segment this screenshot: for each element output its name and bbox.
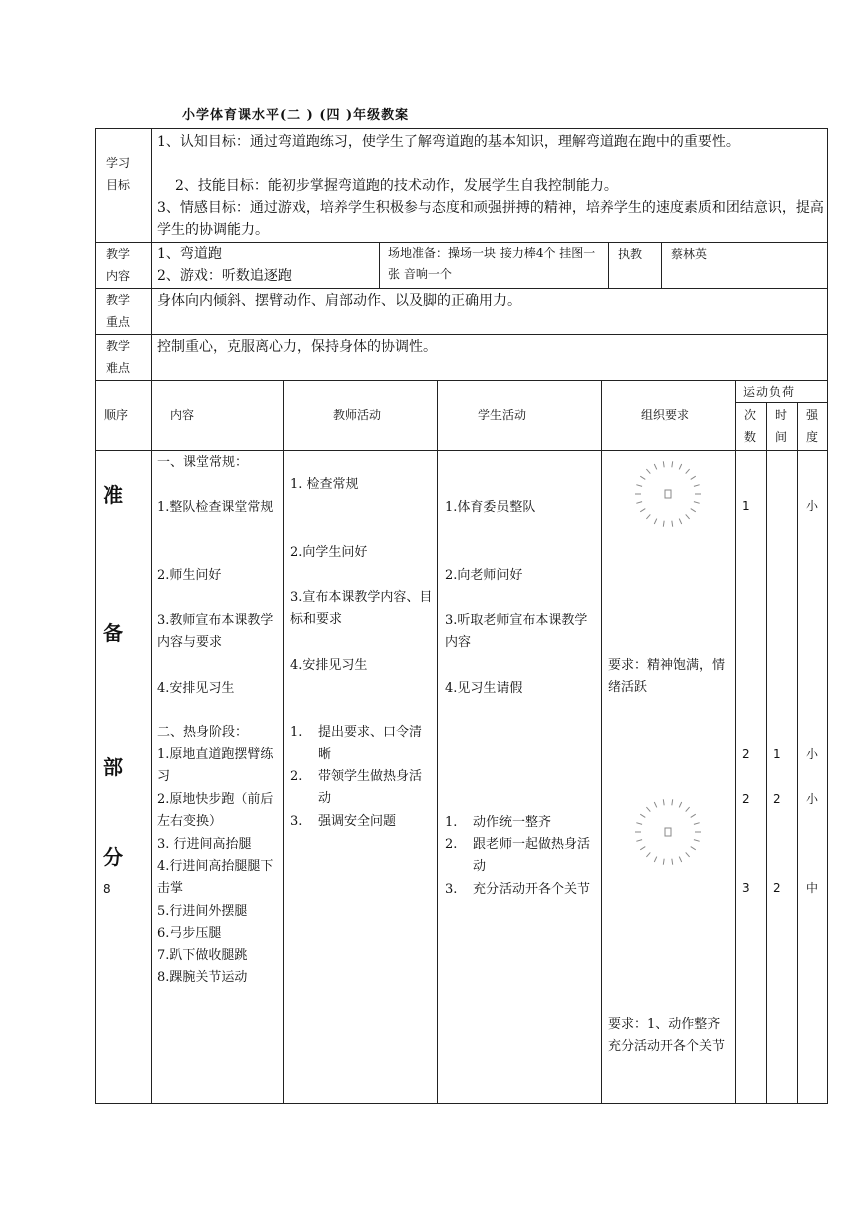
objective-3: 3、情感目标：通过游戏，培养学生积极参与态度和顽强拼搏的精神，培养学生的速度素质和团结意识，提高学生的协调能力。 [157, 200, 824, 238]
header-load: 运动负荷 [743, 385, 796, 399]
header-student: 学生活动 [478, 408, 527, 422]
student-mark [679, 464, 681, 469]
load-2-time: 2 [773, 792, 781, 806]
objective-2: 2、技能目标：能初步掌握弯道跑的技术动作，发展学生自我控制能力。 [175, 178, 618, 194]
student-warmup-1: 动作统一整齐 [473, 815, 552, 830]
student-mark [672, 461, 673, 467]
student-mark [672, 521, 673, 527]
student-mark [636, 840, 642, 842]
venue-prep: 场地准备：操场一块 接力棒4个 挂图一张 音响一个 [388, 246, 596, 281]
student-mark [679, 519, 681, 524]
header-times: 次数 [743, 408, 756, 444]
warmup-item-6: 6.弓步压腿 [157, 926, 222, 941]
section-char-3: 部 [103, 755, 123, 779]
student-mark [691, 814, 696, 817]
header-intensity: 强度 [805, 408, 818, 444]
section-char-4: 分 [103, 845, 123, 869]
student-warmup-3: 充分活动开各个关节 [473, 882, 591, 897]
student-routine-2: 2.向老师问好 [445, 568, 523, 583]
page-title: 小学体育课水平(二 ) (四 )年级教案 [182, 108, 410, 123]
student-routine-3: 3.听取老师宣布本课教学内容 [445, 613, 588, 650]
warmup-item-3: 3. 行进间高抬腿 [157, 837, 252, 852]
student-mark [672, 859, 673, 865]
content-item-2: 2、游戏：听数追逐跑 [157, 268, 292, 284]
formation-diagram-circle [628, 454, 708, 534]
teacher-routine-2: 2.向学生问好 [290, 545, 368, 560]
student-mark [663, 521, 664, 527]
warmup-item-5: 5.行进间外摆腿 [157, 904, 248, 919]
student-mark [640, 509, 645, 512]
objective-1: 1、认知目标：通过弯道跑练习，使学生了解弯道跑的基本知识，理解弯道跑在跑中的重要性。 [157, 134, 740, 150]
student-mark [654, 802, 656, 807]
teacher-warmup-num-2: 2. [290, 769, 303, 784]
student-routine-4: 4.见习生请假 [445, 681, 523, 696]
student-mark [646, 514, 650, 519]
warmup-item-7: 7.趴下做收腿跳 [157, 948, 248, 963]
teacher-routine-1: 1. 检查常规 [290, 477, 359, 492]
teacher-mark [665, 490, 671, 498]
key-points-text: 身体向内倾斜、摆臂动作、肩部动作、以及脚的正确用力。 [157, 293, 521, 309]
student-mark [663, 461, 664, 467]
student-mark [672, 799, 673, 805]
routine-times: 1 [742, 499, 750, 513]
content-item-1: 1、弯道跑 [157, 246, 222, 262]
student-mark [686, 807, 690, 812]
student-mark [686, 852, 690, 857]
student-mark [654, 519, 656, 524]
section-minutes: 8 [103, 882, 111, 896]
teacher-warmup-num-1: 1. [290, 725, 303, 740]
student-mark [636, 485, 642, 487]
student-mark [679, 802, 681, 807]
teacher-warmup-2: 带领学生做热身活动 [318, 769, 423, 806]
objectives-label: 学习目标 [105, 156, 130, 192]
routine-item-4: 4.安排见习生 [157, 681, 235, 696]
difficulties-text: 控制重心，克服离心力，保持身体的协调性。 [157, 339, 437, 355]
student-mark [694, 823, 700, 825]
header-content: 内容 [170, 408, 195, 422]
load-2-intensity: 小 [806, 792, 819, 806]
student-warmup-num-3: 3. [445, 882, 458, 897]
teacher-routine-3: 3.宣布本课教学内容、目标和要求 [290, 590, 433, 627]
header-org: 组织要求 [641, 408, 690, 422]
teacher-name: 蔡林英 [671, 247, 708, 261]
routine-item-3: 3.教师宣布本课教学内容与要求 [157, 613, 274, 650]
student-warmup-num-1: 1. [445, 815, 458, 830]
load-1-times: 2 [742, 747, 750, 761]
org-warmup: 要求：1、动作整齐充分活动开各个关节 [608, 1017, 726, 1054]
student-mark [686, 469, 690, 474]
routine-intensity: 小 [806, 499, 819, 513]
routine-item-1: 1.整队检查课堂常规 [157, 500, 274, 515]
warmup-heading: 二、热身阶段： [157, 725, 249, 740]
student-mark [646, 469, 650, 474]
student-mark [636, 823, 642, 825]
teacher-mark [665, 828, 671, 836]
header-order: 顺序 [104, 408, 129, 422]
student-mark [691, 509, 696, 512]
load-1-time: 1 [773, 747, 781, 761]
student-mark [646, 807, 650, 812]
teacher-warmup-1: 提出要求、口令清晰 [318, 725, 423, 762]
section-char-1: 准 [103, 483, 123, 507]
student-mark [646, 852, 650, 857]
student-mark [663, 859, 664, 865]
load-3-time: 2 [773, 881, 781, 895]
student-mark [640, 814, 645, 817]
student-mark [686, 514, 690, 519]
student-mark [694, 485, 700, 487]
difficulties-label: 教学难点 [105, 339, 130, 375]
load-3-intensity: 中 [806, 881, 819, 895]
student-mark [636, 502, 642, 504]
student-mark [654, 464, 656, 469]
student-mark [691, 476, 696, 479]
student-mark [654, 857, 656, 862]
load-3-times: 3 [742, 881, 750, 895]
header-time: 时间 [774, 408, 787, 444]
student-warmup-num-2: 2. [445, 837, 458, 852]
student-mark [694, 502, 700, 504]
header-teacher: 教师活动 [333, 408, 382, 422]
student-warmup-2: 跟老师一起做热身活动 [473, 837, 591, 874]
warmup-item-1: 1.原地直道跑摆臂练习 [157, 747, 274, 784]
student-mark [694, 840, 700, 842]
load-2-times: 2 [742, 792, 750, 806]
warmup-item-8: 8.踝腕关节运动 [157, 970, 248, 985]
student-mark [679, 857, 681, 862]
student-mark [640, 476, 645, 479]
student-mark [691, 847, 696, 850]
warmup-item-4: 4.行进间高抬腿腿下击掌 [157, 859, 274, 896]
teacher-warmup-3: 强调安全问题 [318, 814, 397, 829]
key-points-label: 教学重点 [105, 293, 130, 329]
load-1-intensity: 小 [806, 747, 819, 761]
teacher-label: 执教 [618, 247, 643, 261]
student-routine-1: 1.体育委员整队 [445, 500, 536, 515]
teacher-warmup-num-3: 3. [290, 814, 303, 829]
teacher-routine-4: 4.安排见习生 [290, 658, 368, 673]
content-label: 教学内容 [105, 247, 130, 283]
routine-item-2: 2.师生问好 [157, 568, 222, 583]
student-mark [663, 799, 664, 805]
warmup-item-2: 2.原地快步跑（前后左右变换） [157, 792, 274, 829]
routine-heading: 一、课堂常规： [157, 455, 249, 470]
org-routine: 要求：精神饱满，情绪活跃 [608, 658, 726, 695]
student-mark [640, 847, 645, 850]
formation-diagram-circle-2 [628, 792, 708, 872]
section-char-2: 备 [103, 621, 123, 645]
